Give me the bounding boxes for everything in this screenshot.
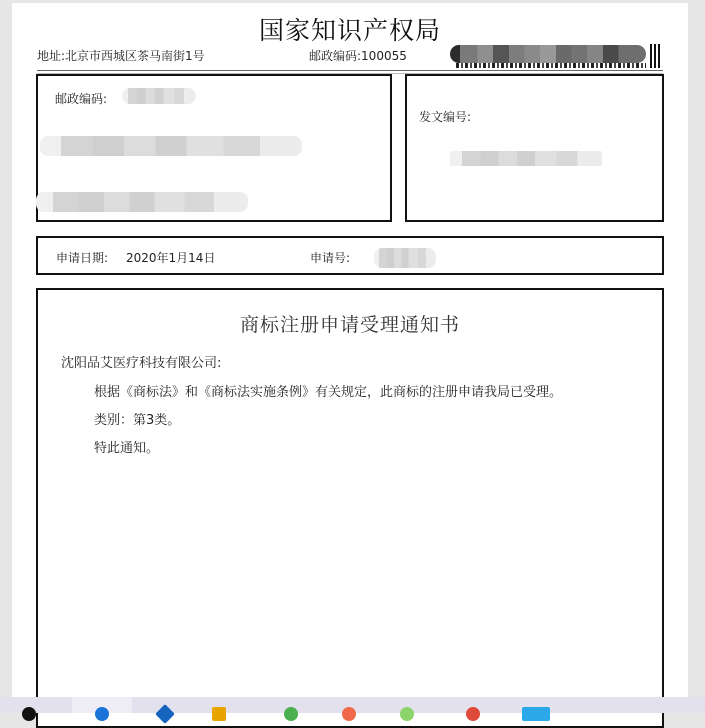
notice-addressee: 沈阳品艾医疗科技有限公司: (61, 356, 222, 371)
document-page (12, 3, 688, 713)
recipient-box (36, 74, 392, 222)
notice-category: 类别：第3类。 (94, 413, 181, 428)
app-green-icon[interactable] (284, 707, 298, 721)
application-date-value: 2020年1月14日 (126, 251, 216, 265)
notice-box (36, 288, 664, 728)
app-red-icon[interactable] (466, 707, 480, 721)
browser-icon[interactable] (95, 707, 109, 721)
barcode (450, 43, 662, 69)
barcode-redaction (450, 45, 646, 63)
application-date-label: 申请日期: (56, 251, 109, 265)
barcode-stripes (456, 63, 646, 68)
recipient-address-redacted (40, 136, 302, 156)
recipient-postcode-label: 邮政编码: (55, 92, 108, 106)
document-number-redacted (450, 151, 602, 166)
agency-postcode: 邮政编码:100055 (309, 49, 407, 63)
recipient-name-redacted (36, 192, 248, 212)
notice-title: 商标注册申请受理通知书 (239, 314, 460, 336)
document-number-box (405, 74, 664, 222)
notice-closing: 特此通知。 (94, 441, 160, 456)
app-lightgreen-icon[interactable] (400, 707, 414, 721)
start-icon[interactable] (22, 707, 36, 721)
taskbar (0, 697, 705, 713)
app-cyan-icon[interactable] (522, 707, 550, 721)
document-number-label: 发文编号: (419, 110, 472, 124)
application-number-redacted (374, 248, 436, 268)
application-number-label: 申请号: (310, 251, 351, 265)
notice-body: 根据《商标法》和《商标法实施条例》有关规定，此商标的注册申请我局已受理。 (94, 385, 563, 400)
application-info-box (36, 236, 664, 275)
header-divider (37, 70, 663, 71)
recipient-postcode-redacted (122, 88, 196, 104)
folder-icon[interactable] (212, 707, 226, 721)
barcode-bars (650, 44, 662, 68)
app-orange-icon[interactable] (342, 707, 356, 721)
agency-title: 国家知识产权局 (258, 16, 441, 45)
agency-address: 地址:北京市西城区茶马南街1号 (37, 49, 205, 63)
